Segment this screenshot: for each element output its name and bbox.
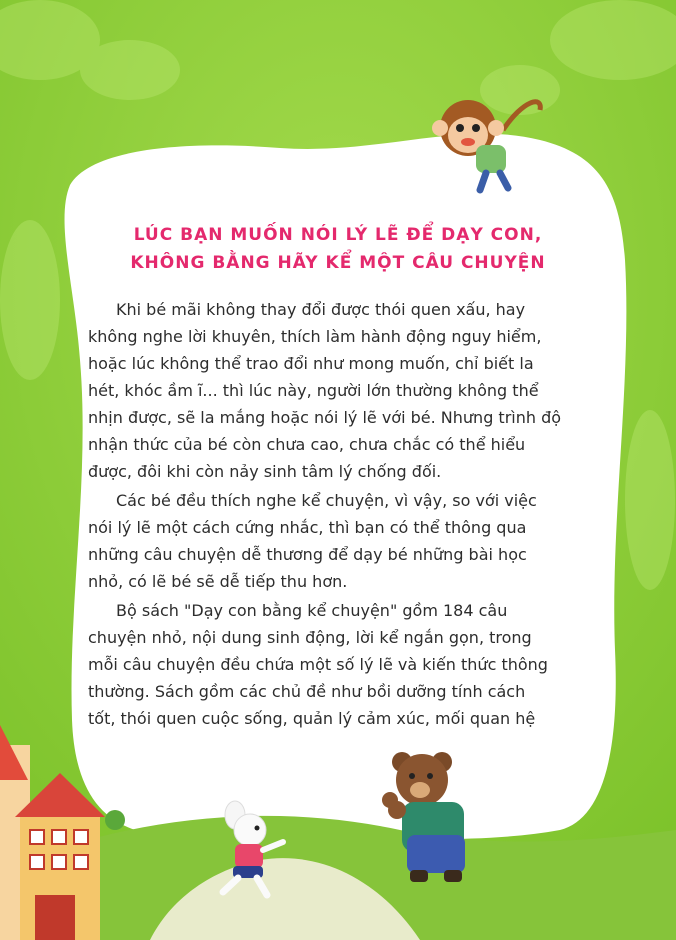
paragraph-line: những câu chuyện dễ thương để dạy bé những bài học xyxy=(88,545,527,564)
paragraph-line: hoặc lúc không thể trao đổi như mong muốn, chỉ biết la xyxy=(88,354,534,373)
paragraph-1 xyxy=(88,296,562,485)
paragraph-line: chuyện nhỏ, nội dung sinh động, lời kể ngắn gọn, trong xyxy=(88,628,532,647)
houses-illustration xyxy=(0,725,140,940)
paragraph-line: thường. Sách gồm các chủ đề như bồi dưỡng tính cách xyxy=(88,682,526,701)
paragraph-line: Các bé đều thích nghe kể chuyện, vì vậy, so với việc xyxy=(116,491,537,510)
paragraph-2 xyxy=(88,487,560,595)
paragraph-line: nhận thức của bé còn chưa cao, chưa chắc có thể hiểu xyxy=(88,435,526,454)
rabbit-illustration xyxy=(205,800,295,900)
paragraph-line: nhỏ, có lẽ bé sẽ dễ tiếp thu hơn. xyxy=(88,572,348,591)
paragraph-line: mỗi câu chuyện đều chứa một số lý lẽ và kiến thức thông xyxy=(88,655,548,674)
paragraph-3 xyxy=(88,597,560,732)
monkey-illustration xyxy=(428,90,548,200)
paragraph-line: nói lý lẽ một cách cứng nhắc, thì bạn có thể thông qua xyxy=(88,518,527,537)
title-line-2: KHÔNG BẰNG HÃY KỂ MỘT CÂU CHUYỆN xyxy=(130,253,546,273)
paragraph-line: Bộ sách "Dạy con bằng kể chuyện" gồm 184 câu xyxy=(116,601,508,620)
paragraph-line: Khi bé mãi không thay đổi được thói quen xấu, hay xyxy=(116,300,526,319)
title-line-1: LÚC BẠN MUỐN NÓI LÝ LẼ ĐỂ DẠY CON, xyxy=(133,225,543,245)
paragraph-line: không nghe lời khuyên, thích làm hành động nguy hiểm, xyxy=(88,327,542,346)
paragraph-line: nhịn được, sẽ la mắng hoặc nói lý lẽ với bé. Nhưng trình độ xyxy=(88,408,562,427)
paragraph-line: tốt, thói quen cuộc sống, quản lý cảm xúc, mối quan hệ xyxy=(88,709,536,728)
paragraph-line: được, đôi khi còn nảy sinh tâm lý chống đối. xyxy=(88,462,442,481)
paragraph-line: hét, khóc ầm ĩ... thì lúc này, người lớn thường không thể xyxy=(88,381,539,400)
bear-illustration xyxy=(372,740,492,890)
